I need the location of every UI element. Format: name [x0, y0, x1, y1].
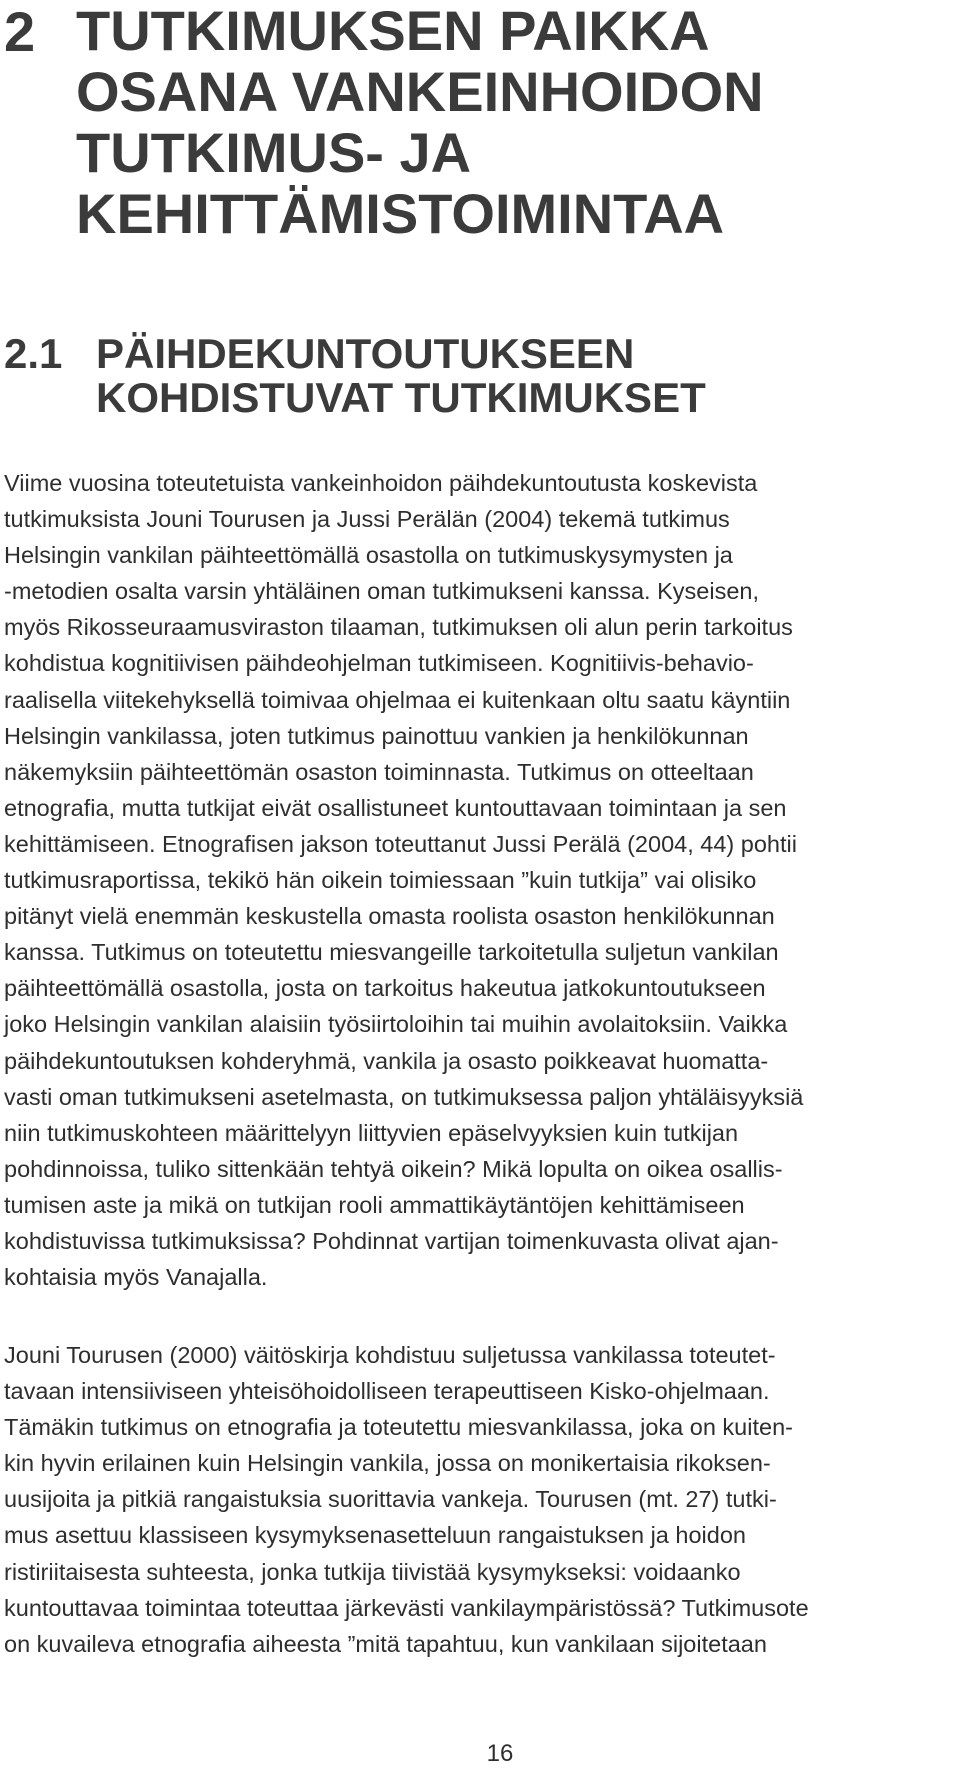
- paragraph-line: Helsingin vankilassa, joten tutkimus painottuu vankien ja henkilökunnan: [4, 722, 749, 749]
- paragraph-line: -metodien osalta varsin yhtäläinen oman tutkimukseni kanssa. Kyseisen,: [4, 578, 759, 605]
- chapter-title-line: OSANA VANKEINHOIDON: [76, 60, 764, 123]
- paragraph-line: kehittämiseen. Etnografisen jakson toteuttanut Jussi Perälä (2004, 44) pohtii: [4, 830, 797, 857]
- paragraph-line: tavaan intensiiviseen yhteisöhoidolliseen terapeuttiseen Kisko-ohjelmaan.: [4, 1378, 770, 1405]
- paragraph-line: näkemyksiin päihteettömän osaston toiminnasta. Tutkimus on otteeltaan: [4, 758, 754, 785]
- paragraph-line: Jouni Tourusen (2000) väitöskirja kohdistuu suljetussa vankilassa toteutet-: [4, 1342, 776, 1368]
- paragraph-line: kohtaisia myös Vanajalla.: [4, 1264, 268, 1291]
- paragraph-line: on kuvaileva etnografia aiheesta ”mitä tapahtuu, kun vankilaan sijoitetaan: [4, 1630, 767, 1657]
- chapter-title: [76, 0, 936, 244]
- paragraph-line: Tämäkin tutkimus on etnografia ja toteutettu miesvankilassa, joka on kuiten-: [4, 1414, 793, 1441]
- paragraph-line: tutkimusraportissa, tekikö hän oikein toimiessaan ”kuin tutkija” vai olisiko: [4, 867, 757, 894]
- chapter-title-line: KEHITTÄMISTOIMINTAA: [76, 182, 725, 245]
- paragraph-line: mus asettuu klassiseen kysymyksenasetteluun rangaistuksen ja hoidon: [4, 1522, 746, 1549]
- paragraph-line: myös Rikosseuraamusviraston tilaaman, tutkimuksen oli alun perin tarkoitus: [4, 614, 793, 641]
- paragraph-line: kanssa. Tutkimus on toteutettu miesvangeille tarkoitetulla suljetun vankilan: [4, 939, 779, 966]
- paragraph-line: etnografia, mutta tutkijat eivät osallistuneet kuntouttavaan toimintaan ja sen: [4, 794, 787, 821]
- body-paragraph-1: [4, 465, 946, 1295]
- paragraph-line: Helsingin vankilan päihteettömällä osastolla on tutkimuskysymysten ja: [4, 542, 733, 569]
- paragraph-line: päihdekuntoutuksen kohderyhmä, vankila ja osasto poikkeavat huomatta-: [4, 1047, 769, 1074]
- paragraph-line: ristiriitaisesta suhteesta, jonka tutkija tiivistää kysymykseksi: voidaanko: [4, 1558, 741, 1585]
- paragraph-line: Viime vuosina toteutetuista vankeinhoidon päihdekuntoutusta koskevista: [4, 470, 758, 496]
- section-title: [96, 332, 936, 420]
- paragraph-line: uusijoita ja pitkiä rangaistuksia suorittavia vankeja. Tourusen (mt. 27) tutki-: [4, 1486, 777, 1513]
- body-paragraph-2: [4, 1337, 946, 1662]
- paragraph-line: vasti oman tutkimukseni asetelmasta, on tutkimuksessa paljon yhtäläisyyksiä: [4, 1083, 804, 1110]
- section-title-line: PÄIHDEKUNTOUTUKSEEN: [96, 330, 635, 377]
- paragraph-line: pitänyt vielä enemmän keskustella omasta roolista osaston henkilökunnan: [4, 903, 775, 930]
- section-title-line: KOHDISTUVAT TUTKIMUKSET: [96, 374, 706, 421]
- paragraph-line: tumisen aste ja mikä on tutkijan rooli ammattikäytäntöjen kehittämiseen: [4, 1191, 745, 1218]
- paragraph-line: raalisella viitekehyksellä toimivaa ohjelmaa ei kuitenkaan oltu saatu käyntiin: [4, 686, 791, 713]
- page-number: 16: [486, 1740, 514, 1767]
- chapter-number: 2: [4, 0, 36, 63]
- paragraph-line: kin hyvin erilainen kuin Helsingin vankila, jossa on monikertaisia rikoksen-: [4, 1450, 771, 1477]
- paragraph-line: kohdistuvissa tutkimuksissa? Pohdinnat vartijan toimenkuvasta olivat ajan-: [4, 1227, 779, 1254]
- paragraph-line: kohdistua kognitiivisen päihdeohjelman tutkimiseen. Kognitiivis-behavio-: [4, 650, 754, 677]
- paragraph-line: joko Helsingin vankilan alaisiin työsiirtoloihin tai muihin avolaitoksiin. Vaikka: [4, 1011, 788, 1038]
- paragraph-line: pohdinnoissa, tuliko sittenkään tehtyä oikein? Mikä lopulta on oikea osallis-: [4, 1155, 783, 1182]
- paragraph-line: päihteettömällä osastolla, josta on tarkoitus hakeutua jatkokuntoutukseen: [4, 975, 766, 1002]
- section-number: 2.1: [4, 330, 63, 377]
- paragraph-line: niin tutkimuskohteen määrittelyyn liittyvien epäselvyyksien kuin tutkijan: [4, 1119, 739, 1146]
- paragraph-line: kuntouttavaa toimintaa toteuttaa järkevästi vankilaympäristössä? Tutkimusote: [4, 1594, 809, 1621]
- chapter-title-line: TUTKIMUS- JA: [76, 121, 472, 184]
- chapter-title-line: TUTKIMUKSEN PAIKKA: [76, 0, 710, 62]
- paragraph-line: tutkimuksista Jouni Tourusen ja Jussi Perälän (2004) tekemä tutkimus: [4, 506, 730, 533]
